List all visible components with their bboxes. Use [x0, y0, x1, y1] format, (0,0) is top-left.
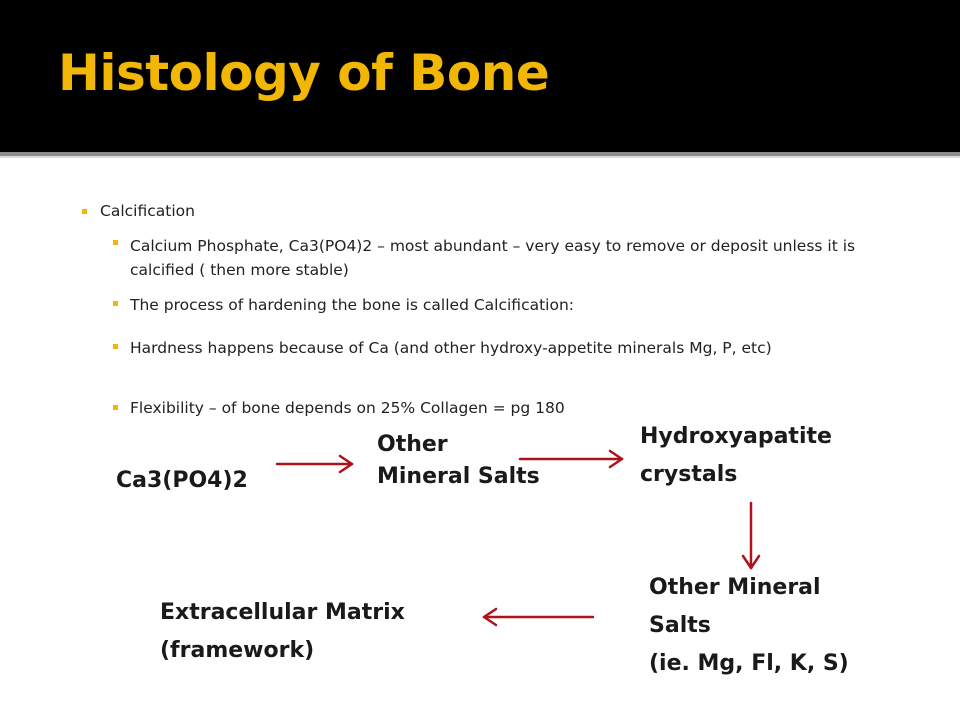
- bullet-level2-item: The process of hardening the bone is called Calcification:: [130, 296, 574, 314]
- flow-node-label: Ca3(PO4)2: [116, 468, 248, 493]
- bullet-level2-item: Calcium Phosphate, Ca3(PO4)2 – most abundant – very easy to remove or deposit unless it is calcified ( then more stable): [130, 237, 856, 279]
- bullet-level2-item: Hardness happens because of Ca (and other hydroxy-appetite minerals Mg, P, etc): [130, 339, 772, 357]
- flow-node-label: (framework): [160, 638, 315, 663]
- flow-node-label: crystals: [640, 462, 738, 487]
- bullet-level1: Calcification: [100, 202, 195, 220]
- flow-node-label: Hydroxyapatite: [640, 424, 832, 449]
- arrow-right-icon: [277, 456, 352, 472]
- flow-node-label: Other: [377, 432, 448, 457]
- flow-node-label: (ie. Mg, Fl, K, S): [649, 651, 849, 676]
- flow-node-label: Mineral Salts: [377, 464, 540, 489]
- slide-title: Histology of Bone: [58, 44, 550, 102]
- flow-node-label: Salts: [649, 613, 711, 638]
- arrow-left-icon: [484, 609, 593, 625]
- bullet-level2-item: Flexibility – of bone depends on 25% Collagen = pg 180: [130, 399, 565, 417]
- flow-node-label: Other Mineral: [649, 575, 821, 600]
- flow-node-label: Extracellular Matrix: [160, 600, 405, 625]
- arrow-right-icon: [520, 451, 622, 467]
- arrow-down-icon: [743, 503, 759, 568]
